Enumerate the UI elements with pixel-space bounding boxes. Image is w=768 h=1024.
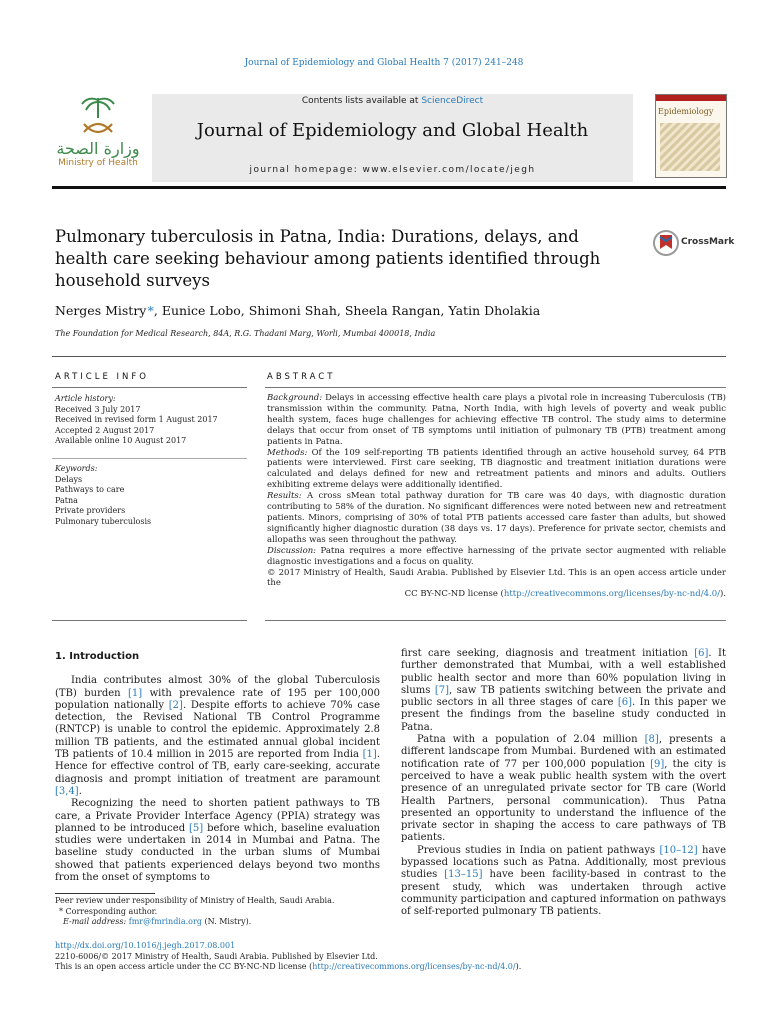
journal-cover-thumbnail[interactable] [655, 94, 727, 178]
citation-link[interactable]: [3,4] [55, 785, 79, 797]
email-name: (N. Mistry). [201, 917, 252, 926]
crossmark-label: CrossMark [681, 237, 735, 247]
body-text: . In this paper we present the findings from the baseline study conducted in Patna. [401, 697, 727, 733]
logo-arabic-text: وزارة الصحة [56, 139, 140, 158]
abstract-divider [265, 387, 726, 388]
citation-link[interactable]: [7] [434, 684, 450, 696]
journal-header-band [152, 94, 633, 182]
abstract-methods-text: Of the 109 self-reporting TB patients identified through an active household survey, 64 PTB patients were interviewed. First care seeking, TB diagnostic and treatment initiation durations were calculated and delays defined for new and retreatment patients and minors and adults. Outliers exhibiting extreme delays were additionally identified. [267, 447, 726, 491]
citation-link[interactable]: [6] [694, 648, 709, 659]
keyword: Pathways to care [55, 485, 125, 494]
body-text: Recognizing the need to shorten patient pathways to TB care, a Private Provider Interface Agency (PPIA) strategy was planned to be introduced [55, 798, 380, 834]
abstract-discussion-label: Discussion: [267, 545, 317, 556]
doi-link[interactable]: http://dx.doi.org/10.1016/j.jegh.2017.08.001 [55, 941, 236, 950]
citation-link[interactable]: [9] [650, 758, 665, 770]
citation-link[interactable]: [2] [168, 699, 183, 711]
header-divider [52, 186, 726, 189]
body-text: have bypassed locations such as Patna. Additionally, most previous studies [401, 844, 726, 881]
email-link[interactable]: fmr@fmrindia.org [128, 917, 202, 926]
email-label: E-mail address: [63, 917, 129, 926]
keyword: Patna [55, 495, 78, 505]
body-text: . [78, 785, 82, 797]
body-text: India contributes almost 30% of the global Tuberculosis (TB) burden [55, 675, 380, 699]
license-suffix: ). [515, 962, 522, 971]
issn-line: 2210-6006/© 2017 Ministry of Health, Saudi Arabia. Published by Elsevier Ltd. [55, 951, 378, 961]
section-divider [52, 356, 726, 357]
body-text: first care seeking, diagnosis and treatment initiation [401, 648, 695, 659]
article-info-divider [52, 387, 247, 388]
body-paragraph [401, 734, 726, 845]
journal-title: Journal of Epidemiology and Global Health [196, 120, 589, 141]
crossmark-icon [653, 228, 679, 258]
body-text: Patna with a population of 2.04 million [417, 734, 645, 746]
history-label: Article history: [55, 394, 116, 403]
abstract-results-label: Results: [267, 491, 302, 502]
cover-top-band [656, 95, 726, 101]
body-text: have been facility-based in contrast to the present study, which was undertaken through active community participation and captured information on pathways of self-reported pulmonary TB patients. [401, 869, 727, 918]
body-column-right [401, 648, 726, 919]
body-text: Previous studies in India on patient pathways [417, 844, 660, 856]
article-history [55, 394, 218, 447]
journal-homepage[interactable]: journal homepage: www.elsevier.com/locate/jegh [249, 165, 536, 175]
license-link[interactable]: http://creativecommons.org/licenses/by-nc-nd/4.0/ [503, 589, 720, 600]
body-text: . Hence for effective control of TB, early care-seeking, accurate diagnosis and prompt initiation of treatment are paramount [55, 749, 380, 785]
peer-review-note: Peer review under responsibility of Ministry of Health, Saudi Arabia. [55, 896, 335, 905]
footnotes [55, 896, 334, 928]
contents-prefix: Contents lists available at [301, 96, 422, 106]
keywords-label: Keywords: [55, 464, 98, 473]
email-note [55, 917, 334, 928]
abstract-results-text: A cross sMean total pathway duration for TB care was 40 days, with diagnostic duration contributing to 58% of the duration. No significant differences were noted between new and retreatment patients. Minors, comprising of 30% of total PTB patients accessed care faster than adults, but showed significantly higher diagnostic duration (38 days vs. 17 days). Preference for private sector, chemists and allopaths was seen throughout the pathway. [267, 491, 726, 545]
abstract-background [267, 393, 726, 448]
abstract-background-label: Background: [267, 393, 323, 403]
introduction-heading: 1. Introduction [55, 651, 140, 662]
abstract-copyright-line2 [267, 589, 726, 600]
cover-title: Epidemiology [658, 107, 714, 116]
citation-link[interactable]: [10–12] [659, 844, 698, 856]
body-text: , presents a different landscape from Mumbai. Burdened with an estimated notification rate of 77 per 100,000 population [401, 734, 726, 770]
abstract-copyright-line1: © 2017 Ministry of Health, Saudi Arabia. Published by Elsevier Ltd. This is an open access article under the [267, 567, 726, 589]
citation-link[interactable]: [5] [189, 822, 204, 834]
citation-link[interactable]: [1] [128, 687, 143, 699]
body-text: with prevalence rate of 195 per 100,000 population nationally [55, 687, 381, 711]
author-name: Nerges Mistry [55, 303, 147, 318]
history-item: Received in revised form 1 August 2017 [55, 415, 218, 424]
body-column-left [55, 651, 380, 884]
sciencedirect-link[interactable]: ScienceDirect [421, 96, 484, 106]
abstract-bottom-divider [265, 620, 726, 621]
body-paragraph [401, 845, 726, 919]
abstract-body [267, 393, 726, 600]
body-text: before which, baseline evaluation studies were undertaken in 2014 in Mumbai and Patna. The baseline study conducted in the urban slums of Mumbai showed that patients experienced delays beyond two months from the onset of symptoms to [55, 822, 380, 884]
body-text: , the city is perceived to have a weak public health system with the overt presence of an unregulated private sector for TB care (World Health Partners, personal communication). Thus Patna presented an opportunity to understand the influence of the private sector in shaping the access to care pathways of TB patients. [401, 758, 726, 844]
history-item: Available online 10 August 2017 [55, 436, 187, 445]
article-info-divider [52, 458, 247, 459]
citation-link[interactable]: [8] [644, 734, 659, 746]
journal-reference-link[interactable]: Journal of Epidemiology and Global Health 7 (2017) 241–248 [244, 58, 524, 68]
history-item: Received 3 July 2017 [55, 404, 141, 414]
affiliation: The Foundation for Medical Research, 84A, R.G. Thadani Marg, Worli, Mumbai 400018, India [55, 329, 436, 338]
abstract-heading: ABSTRACT [267, 372, 336, 382]
logo-english-text: Ministry of Health [58, 158, 138, 168]
abstract-background-text: Delays in accessing effective health care plays a pivotal role in increasing Tuberculosis (TB) transmission within the community. Patna, North India, with high levels of poverty and weak public health system, faces huge challenges for achieving effective TB control. The study aims to determine delays that occur from onset of TB symptoms until initiation of pulmonary TB (PTB) treatment among patients in Patna. [267, 393, 727, 447]
article-title: Pulmonary tuberculosis in Patna, India: Durations, delays, and health care seeking behaviour among patients identified through household surveys [55, 227, 601, 290]
corresponding-asterisk-link[interactable]: * [146, 303, 154, 318]
license-line [55, 962, 521, 973]
author-name: Eunice Lobo [161, 303, 241, 318]
citation-link[interactable]: [6] [617, 697, 633, 709]
keyword: Private providers [55, 506, 126, 515]
cover-image [660, 123, 720, 171]
license-prefix: This is an open access article under the CC BY-NC-ND license ( [55, 962, 313, 971]
citation-link[interactable]: [1] [362, 749, 377, 761]
article-info-heading: ARTICLE INFO [55, 372, 149, 382]
palm-swords-icon [78, 94, 118, 140]
crossmark-badge[interactable] [653, 228, 733, 260]
copyright-suffix: ). [719, 589, 726, 600]
body-text: , saw TB patients switching between the private and public sectors in all three stages of care [401, 684, 726, 709]
body-paragraph [55, 798, 380, 884]
abstract-discussion [267, 546, 726, 568]
body-text: . Despite efforts to achieve 70% case detection, the Revised National TB Control Programme (RNTCP) is unable to control the epidemic. Approximately 2.8 million TB patients, and the estimated annual global incident TB patients of 10.4 million in 2015 are reported from India [55, 699, 380, 761]
keyword: Pulmonary tuberculosis [55, 516, 152, 526]
contents-line [152, 96, 633, 106]
copyright-prefix: CC BY-NC-ND license ( [404, 589, 504, 600]
abstract-methods [267, 448, 726, 492]
corresponding-author-note: * Corresponding author. [59, 906, 158, 916]
author-name: Yatin Dholakia [448, 303, 541, 318]
abstract-results [267, 491, 726, 546]
body-paragraph [55, 675, 380, 798]
body-text: . It further demonstrated that Mumbai, with a well established public health sector and more than 60% population living in slums [401, 648, 726, 696]
article-info-bottom-divider [52, 620, 247, 621]
abstract-methods-label: Methods: [267, 447, 308, 458]
citation-link[interactable]: [13–15] [444, 869, 483, 881]
abstract-discussion-text: Patna requires a more effective harnessing of the private sector augmented with reliable diagnostic investigations and a focus on quality. [267, 545, 726, 567]
author-name: Shimoni Shah [248, 303, 337, 318]
ministry-of-health-logo [52, 94, 144, 176]
author-list: Nerges Mistry *, Eunice Lobo, Shimoni Shah, Sheela Rangan, Yatin Dholakia [55, 303, 541, 318]
keywords-list [55, 464, 151, 527]
body-paragraph [401, 648, 726, 734]
history-item: Accepted 2 August 2017 [55, 425, 155, 435]
license-url-link[interactable]: http://creativecommons.org/licenses/by-nc-nd/4.0/ [312, 962, 516, 971]
author-name: Sheela Rangan [344, 303, 441, 318]
keyword: Delays [55, 474, 83, 484]
footnote-divider [55, 893, 155, 894]
publication-info [55, 941, 521, 973]
